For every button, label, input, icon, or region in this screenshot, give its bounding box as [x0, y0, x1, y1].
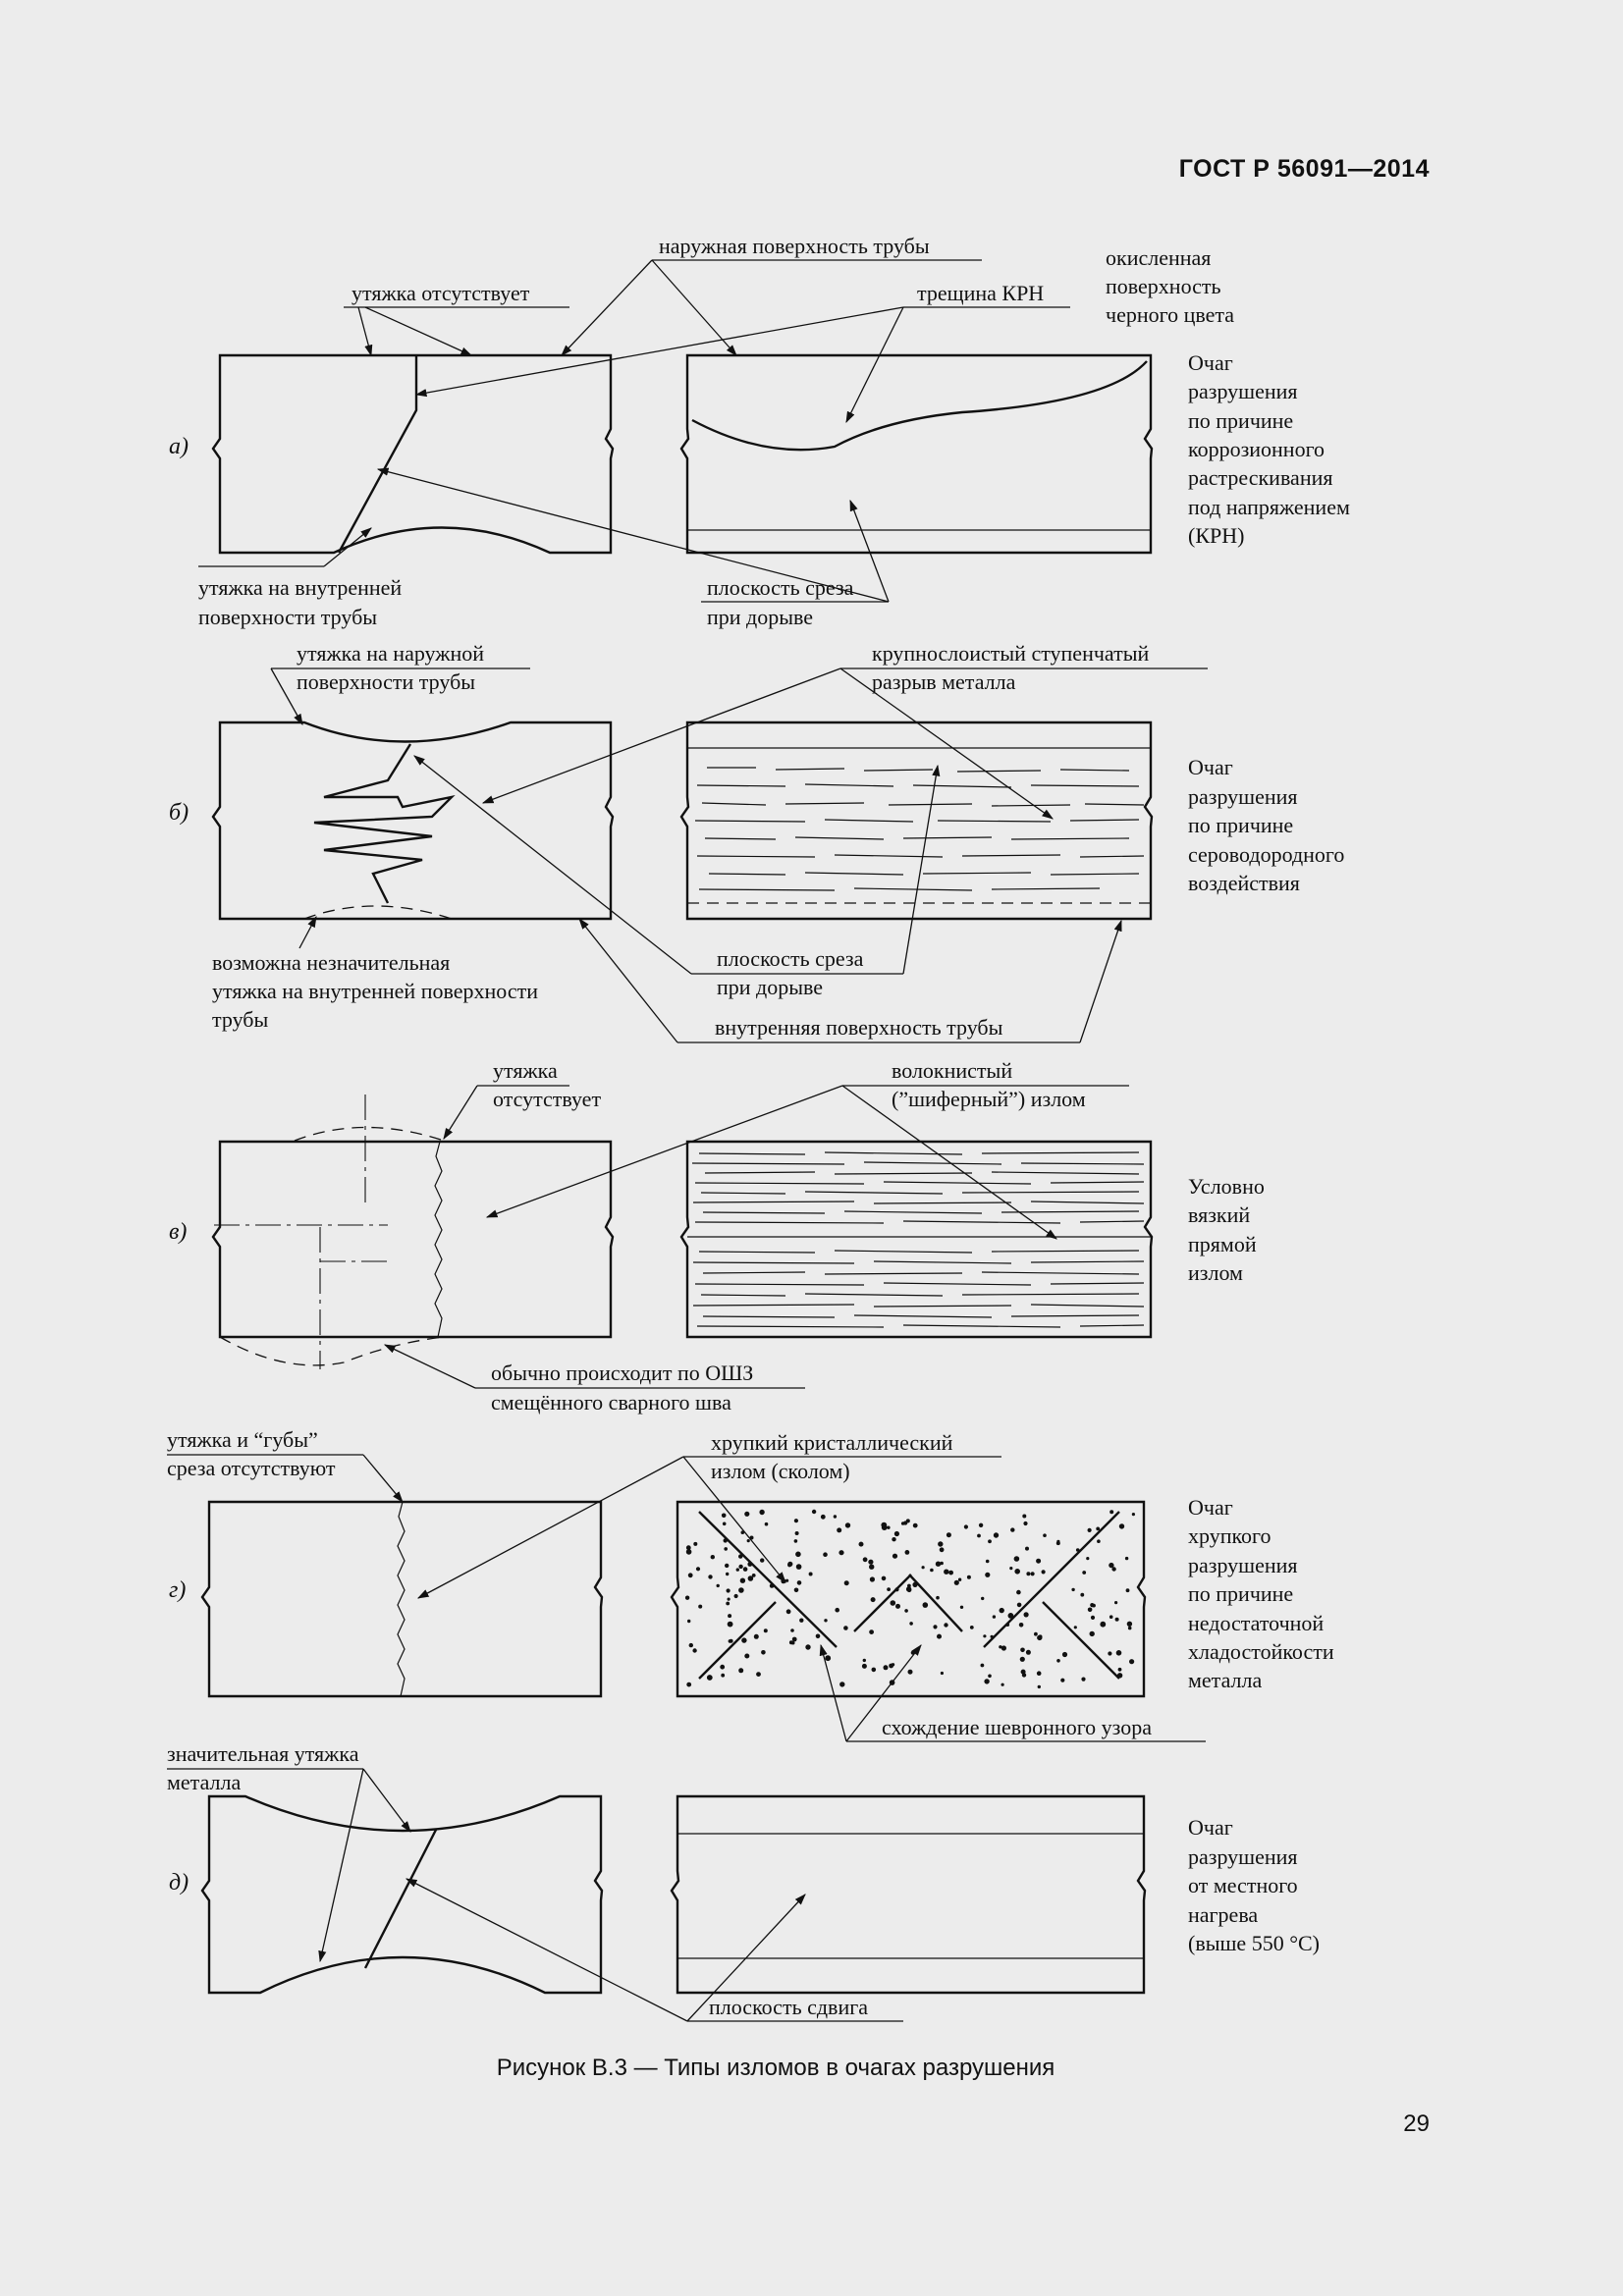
row-g-no-lips-note [167, 1427, 403, 1502]
svg-text:трещина КРН: трещина КРН [917, 281, 1045, 305]
svg-text:Очаг: Очаг [1188, 1815, 1233, 1840]
svg-text:трубы: трубы [212, 1007, 269, 1032]
row-v-fibers [692, 1152, 1144, 1327]
svg-text:хрупкого: хрупкого [1188, 1523, 1271, 1548]
svg-text:утяжка на внутренней: утяжка на внутренней [198, 575, 403, 600]
svg-text:окисленная: окисленная [1106, 245, 1212, 270]
row-g-crystal-dots [685, 1510, 1135, 1688]
svg-text:металла: металла [167, 1770, 242, 1794]
svg-text:Очаг: Очаг [1188, 350, 1233, 375]
svg-text:поверхность: поверхность [1106, 274, 1221, 298]
svg-text:хладостойкости: хладостойкости [1188, 1639, 1334, 1664]
svg-text:сероводородного: сероводородного [1188, 842, 1345, 867]
row-v-focus-text [1188, 1174, 1265, 1285]
svg-text:излом (сколом): излом (сколом) [711, 1459, 850, 1483]
svg-text:значительная утяжка: значительная утяжка [167, 1741, 359, 1766]
svg-text:отсутствует: отсутствует [493, 1087, 602, 1111]
svg-text:утяжка и “губы”: утяжка и “губы” [167, 1427, 318, 1452]
svg-text:(КРН): (КРН) [1188, 523, 1245, 548]
row-g [167, 1427, 1334, 1741]
svg-text:при дорыве: при дорыве [707, 605, 814, 629]
row-v-haz-note [385, 1345, 805, 1415]
svg-text:разрушения: разрушения [1188, 1844, 1298, 1869]
row-b-outer-necking-note [271, 641, 530, 724]
svg-text:плоскость среза: плоскость среза [707, 575, 854, 600]
svg-text:по причине: по причине [1188, 408, 1294, 433]
svg-text:разрушения: разрушения [1188, 379, 1298, 403]
svg-text:смещённого сварного шва: смещённого сварного шва [491, 1390, 731, 1415]
row-v-axes [214, 1095, 388, 1369]
standard-header: ГОСТ Р 56091—2014 [1178, 155, 1430, 183]
row-a-oxidized-note [1106, 245, 1234, 327]
svg-text:утяжка: утяжка [493, 1058, 558, 1083]
row-a-right-specimen [681, 355, 1152, 553]
svg-text:разрушения: разрушения [1188, 1553, 1298, 1577]
svg-text:внутренняя поверхность трубы: внутренняя поверхность трубы [715, 1015, 1003, 1040]
svg-text:по причине: по причине [1188, 1581, 1294, 1606]
svg-text:растрескивания: растрескивания [1188, 465, 1333, 490]
row-d [167, 1741, 1320, 2021]
svg-text:разрушения: разрушения [1188, 784, 1298, 809]
svg-text:утяжка на внутренней поверхнос: утяжка на внутренней поверхности [212, 979, 538, 1003]
svg-text:недостаточной: недостаточной [1188, 1611, 1325, 1635]
row-v-right-specimen [681, 1142, 1152, 1337]
svg-text:по причине: по причине [1188, 813, 1294, 837]
row-b-left-specimen [213, 722, 613, 919]
svg-text:от местного: от местного [1188, 1873, 1298, 1897]
row-a-shear-note [378, 469, 889, 629]
svg-text:утяжка отсутствует: утяжка отсутствует [352, 281, 530, 305]
svg-text:среза отсутствуют: среза отсутствуют [167, 1456, 336, 1480]
row-a-kpn-zone [692, 361, 1147, 450]
svg-text:прямой: прямой [1188, 1232, 1257, 1256]
svg-text:поверхности трубы: поверхности трубы [198, 605, 378, 629]
svg-text:разрыв металла: разрыв металла [872, 669, 1016, 694]
row-g-label: г) [169, 1577, 187, 1603]
row-d-right-specimen [672, 1796, 1145, 1993]
svg-text:плоскость среза: плоскость среза [717, 946, 864, 971]
svg-text:коррозионного: коррозионного [1188, 437, 1325, 461]
svg-text:наружная поверхность трубы: наружная поверхность трубы [659, 234, 930, 258]
row-g-brittle-note [418, 1430, 1001, 1598]
row-d-shear-note [406, 1879, 903, 2021]
svg-text:Очаг: Очаг [1188, 1495, 1233, 1520]
figure-caption: Рисунок В.3 — Типы изломов в очагах разрушения [496, 2055, 1055, 2081]
row-v-label: в) [169, 1219, 188, 1245]
row-b [169, 641, 1344, 1042]
row-v-no-necking-note [444, 1058, 601, 1139]
row-a-left-specimen [213, 355, 613, 553]
row-a-no-necking-note [344, 281, 569, 355]
row-g-rupture-line [398, 1502, 405, 1696]
row-v-top-dashed [295, 1128, 444, 1142]
svg-text:металла: металла [1188, 1668, 1263, 1692]
row-d-big-necking-note [167, 1741, 410, 1961]
svg-text:возможна незначительная: возможна незначительная [212, 950, 451, 975]
svg-text:утяжка на наружной: утяжка на наружной [297, 641, 485, 666]
svg-text:воздействия: воздействия [1188, 871, 1300, 895]
row-a-crack [339, 355, 416, 553]
row-b-stepped-note [483, 641, 1208, 819]
svg-text:излом: излом [1188, 1260, 1243, 1285]
row-a-inner-necking-note [198, 528, 402, 629]
row-b-inner-surface-note [579, 919, 1121, 1042]
row-a-label: а) [169, 434, 189, 459]
row-a-focus-text [1188, 350, 1350, 548]
svg-text:Условно: Условно [1188, 1174, 1265, 1199]
svg-text:схождение шевронного узора: схождение шевронного узора [882, 1715, 1152, 1739]
row-b-focus-text [1188, 755, 1344, 895]
row-v [169, 1058, 1265, 1415]
row-g-left-specimen [202, 1502, 602, 1696]
row-a [169, 234, 1350, 629]
svg-text:плоскость сдвига: плоскость сдвига [709, 1995, 869, 2019]
svg-text:(выше 550 °С): (выше 550 °С) [1188, 1931, 1320, 1955]
svg-text:хрупкий кристаллический: хрупкий кристаллический [711, 1430, 953, 1455]
page-number: 29 [1403, 2110, 1430, 2137]
row-v-left-specimen [213, 1142, 613, 1337]
svg-text:при дорыве: при дорыве [717, 975, 824, 999]
row-b-shear-note [414, 756, 938, 999]
svg-text:Очаг: Очаг [1188, 755, 1233, 779]
svg-text:черного цвета: черного цвета [1106, 302, 1235, 327]
row-d-label: д) [169, 1870, 189, 1896]
row-g-chevron-note [821, 1645, 1206, 1741]
svg-text:крупнослоистый ступенчатый: крупнослоистый ступенчатый [872, 641, 1150, 666]
row-v-rupture-line [435, 1142, 442, 1337]
row-g-focus-text [1188, 1495, 1334, 1692]
svg-text:поверхности трубы: поверхности трубы [297, 669, 476, 694]
row-b-possible-inner-note [212, 917, 538, 1032]
svg-text:нагрева: нагрева [1188, 1902, 1259, 1927]
row-v-bottom-dashed [220, 1337, 444, 1365]
svg-text:вязкий: вязкий [1188, 1202, 1251, 1227]
row-b-inner-dashed [304, 906, 452, 919]
row-d-shear-crack [365, 1830, 436, 1968]
svg-text:обычно происходит по ОШЗ: обычно происходит по ОШЗ [491, 1361, 754, 1385]
svg-text:под напряжением: под напряжением [1188, 495, 1350, 519]
svg-text:(”шиферный”) излом: (”шиферный”) излом [892, 1087, 1086, 1111]
svg-text:волокнистый: волокнистый [892, 1058, 1013, 1083]
row-b-label: б) [169, 800, 189, 826]
row-d-focus-text [1188, 1815, 1320, 1955]
row-b-zigzag-crack [314, 744, 452, 903]
